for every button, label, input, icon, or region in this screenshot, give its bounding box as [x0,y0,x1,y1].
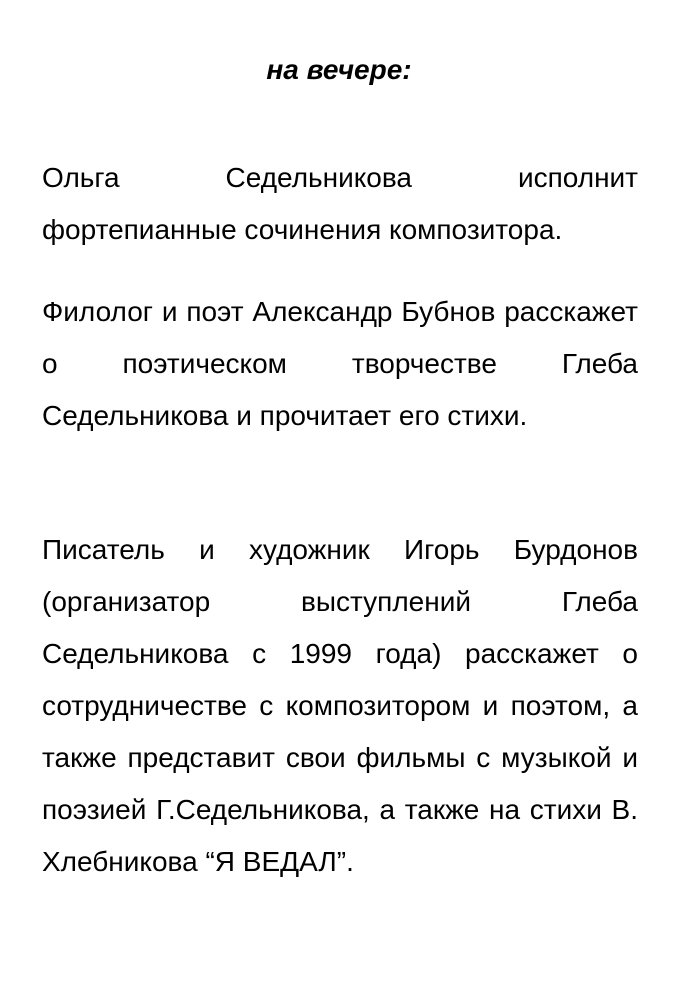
paragraph-alexander-bubnov: Филолог и поэт Александр Бубнов расскажет о поэтическом творчестве Глеба Седельникова и прочитает его стихи. [42,296,638,431]
paragraph-olga-sedelnikova: Ольга Седельникова исполнит фортепианные сочинения композитора. [42,162,638,245]
paragraph-igor-burdonov: Писатель и художник Игорь Бурдонов (организатор выступлений Глеба Седельникова с 1999 года) расскажет о сотрудничестве с композитором и поэтом, а также представит свои фильмы с музыкой и поэзией Г.Седельникова, а также на стихи В. Хлебникова “Я ВЕДАЛ”. [42,534,638,877]
section-heading: на вечере: [266,54,412,85]
